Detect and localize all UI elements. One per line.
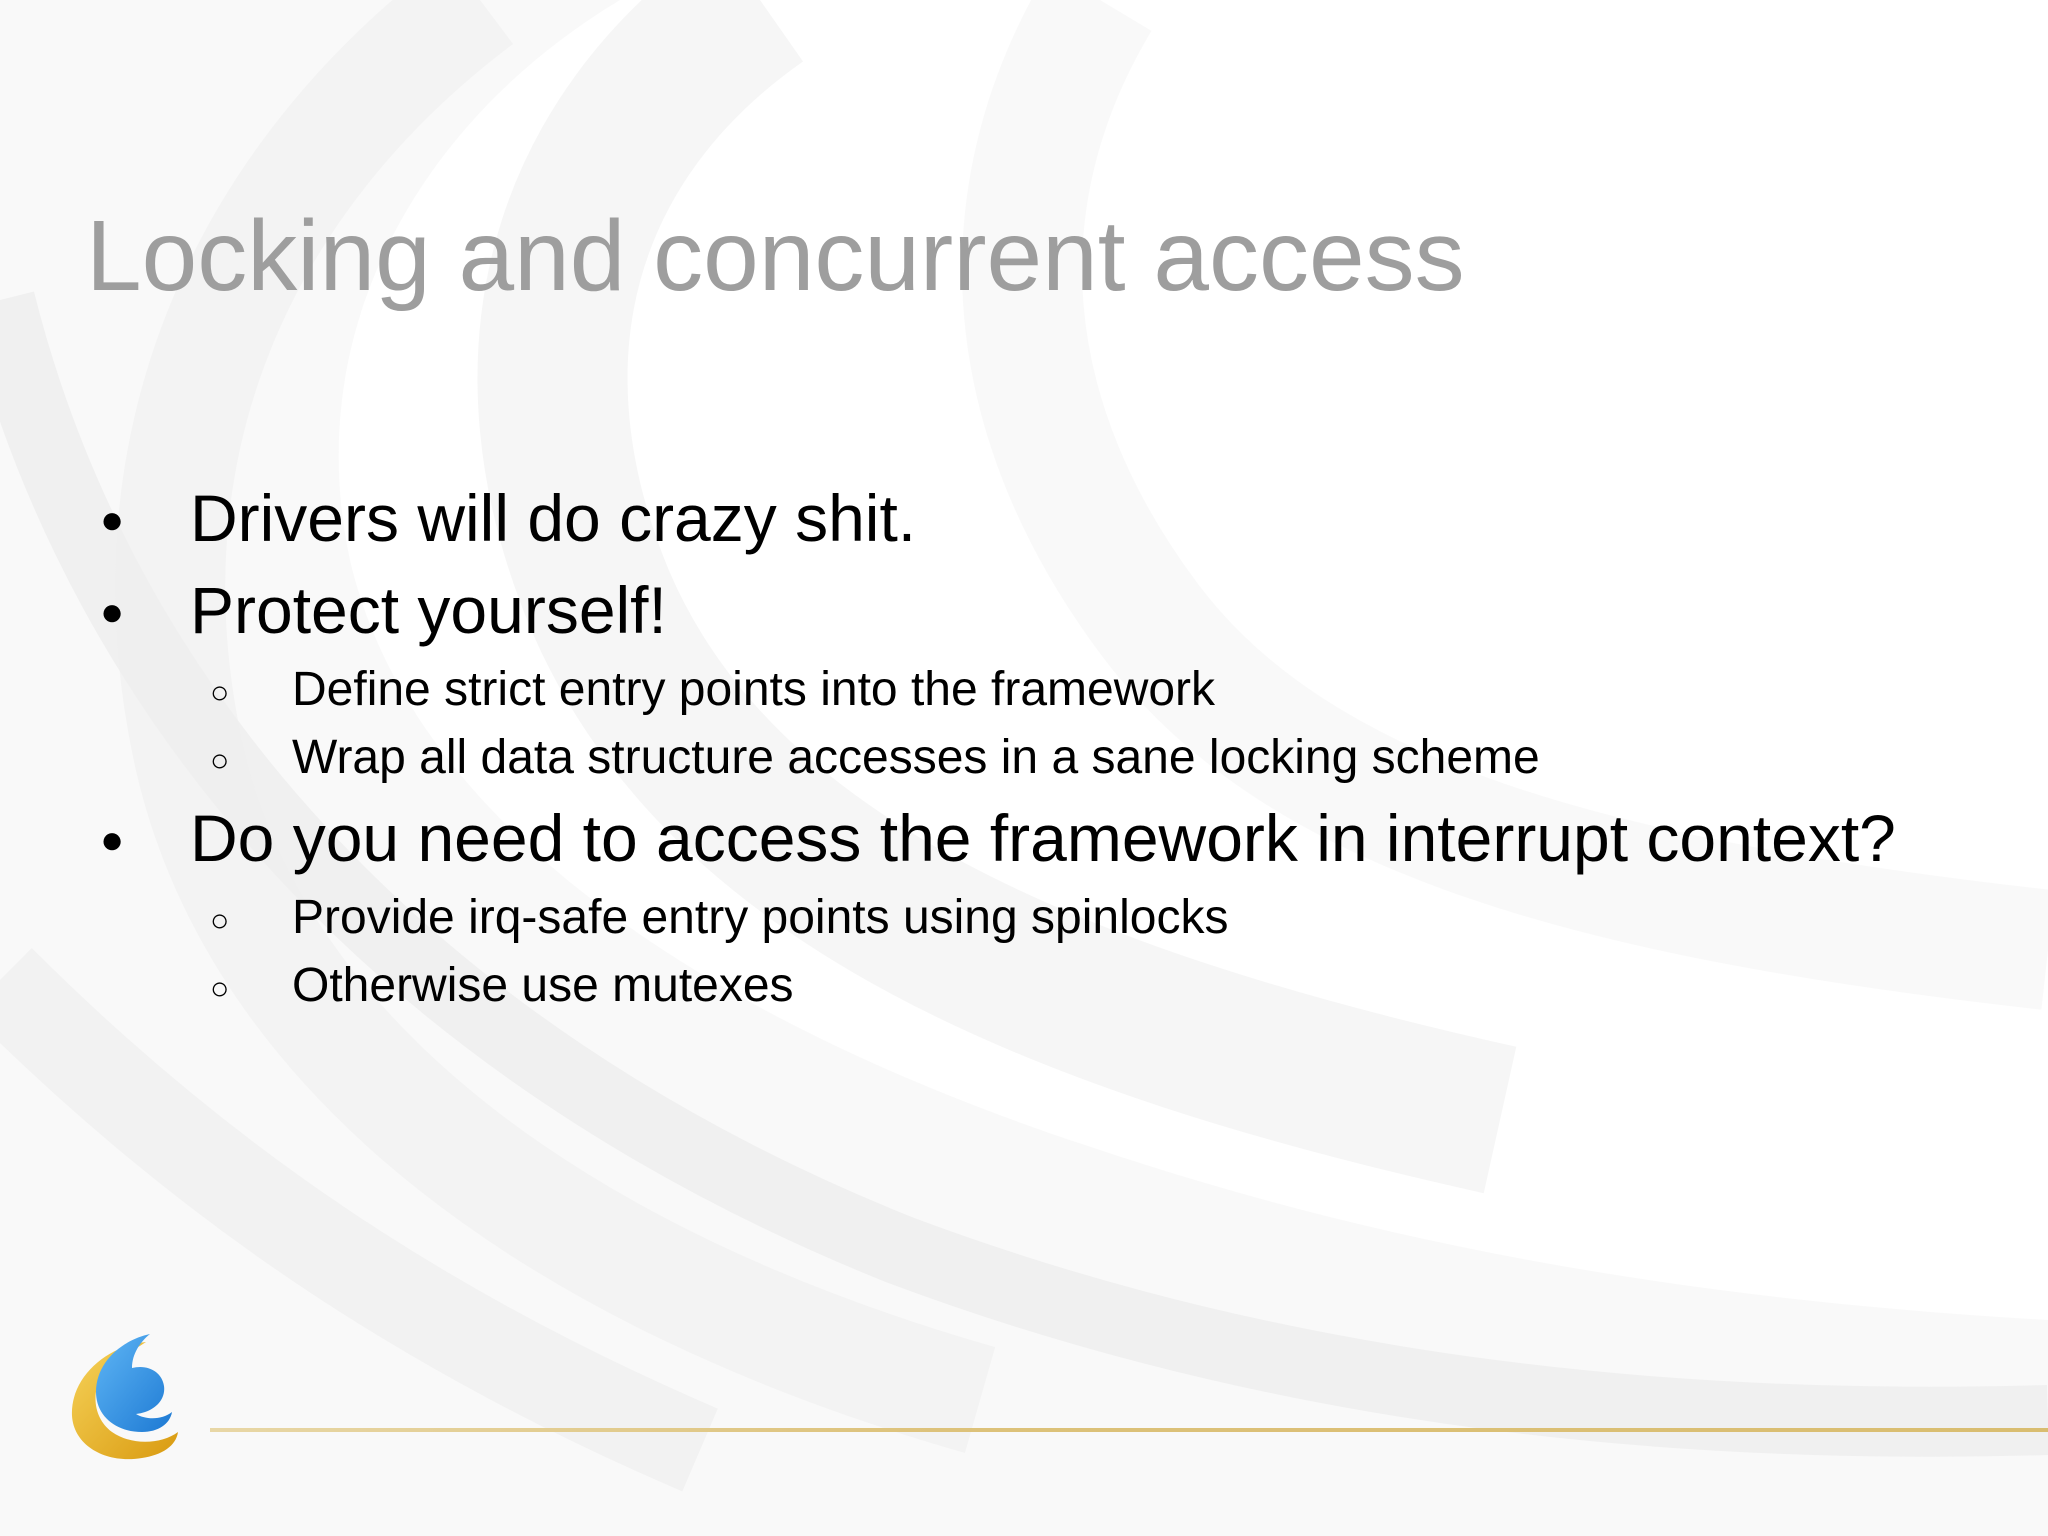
- sub-bullet-marker: ○: [210, 902, 230, 938]
- bullet-text: Do you need to access the framework in interrupt context?: [190, 801, 1896, 875]
- sub-bullet-text: Define strict entry points into the framework: [292, 663, 1216, 716]
- bullet-text: Drivers will do crazy shit.: [190, 481, 917, 555]
- crescent-logo-icon: [66, 1328, 186, 1464]
- slide-title: Locking and concurrent access: [86, 200, 1465, 312]
- sub-bullet-marker: ○: [210, 970, 230, 1006]
- bullet-marker: ●: [100, 590, 125, 634]
- footer-divider: [210, 1428, 2048, 1432]
- sub-bullet-text: Otherwise use mutexes: [292, 959, 794, 1012]
- bullet-marker: ●: [100, 498, 125, 542]
- bullet-marker: ●: [100, 818, 125, 862]
- sub-bullet-marker: ○: [210, 674, 230, 710]
- sub-bullet-text: Provide irq-safe entry points using spinlocks: [292, 891, 1229, 944]
- sub-bullet-marker: ○: [210, 742, 230, 778]
- bullet-text: Protect yourself!: [190, 573, 667, 647]
- sub-bullet-text: Wrap all data structure accesses in a sane locking scheme: [292, 731, 1540, 784]
